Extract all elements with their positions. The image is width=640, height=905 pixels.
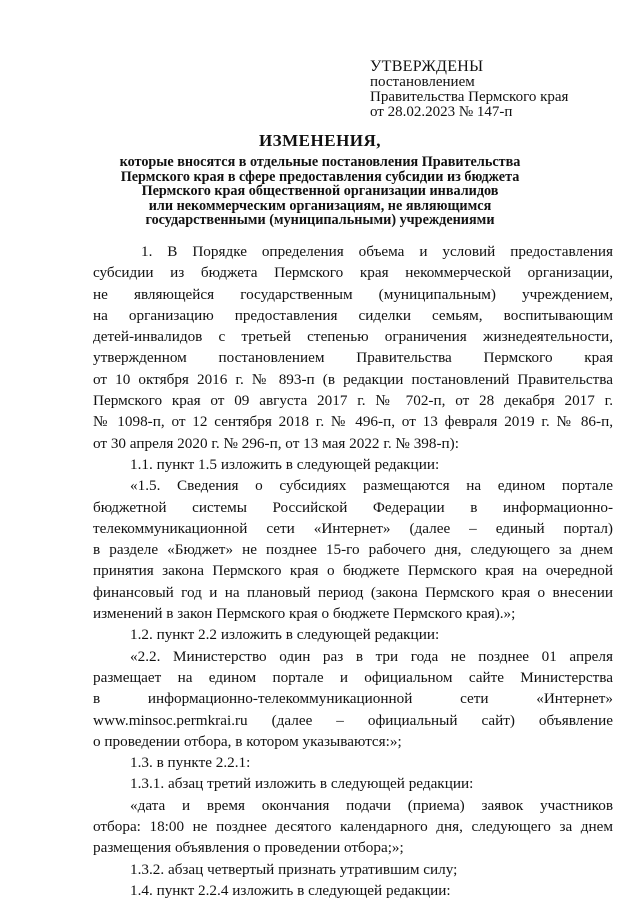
approval-block [370, 58, 610, 120]
body-line: 1.3. в пункте 2.2.1: [130, 754, 251, 772]
document-body [93, 241, 613, 901]
body-line: от 10 октября 2016 г. № 893-п (в редакции постановлений Правительства [93, 370, 613, 388]
body-line: № 1098-п, от 12 сентября 2018 г. № 496-п, от 13 февраля 2019 г. № 86-п, [93, 413, 613, 431]
body-line: утвержденном постановлением Правительства Пермского края [93, 349, 613, 367]
body-line: принятия закона Пермского края о бюджете Пермского края на очередной [93, 562, 613, 580]
body-line: 1.4. пункт 2.2.4 изложить в следующей редакции: [130, 881, 451, 899]
body-line: 1. В Порядке определения объема и условий предоставления [141, 243, 613, 260]
approval-line: постановлением [370, 74, 475, 90]
body-line: субсидии из бюджета Пермского края некоммерческой организации, [93, 264, 613, 282]
heading-subtitle-line: государственными (муниципальными) учреждениями [145, 212, 495, 228]
body-line: 1.1. пункт 1.5 изложить в следующей редакции: [130, 455, 440, 473]
body-line: изменений в закон Пермского края о бюджете Пермского края).»; [93, 605, 516, 623]
body-line: www.minsoc.permkrai.ru (далее – официальный сайт) объявление [93, 711, 613, 729]
body-line: бюджетной системы Российской Федерации в информационно- [93, 498, 613, 516]
body-line: детей-инвалидов с третьей степенью ограничения жизнедеятельности, [93, 328, 613, 346]
body-line: размещает на едином портале и официальном сайте Министерства [93, 668, 613, 686]
body-line: размещения объявления о проведении отбора;»; [93, 839, 404, 857]
body-line: 1.2. пункт 2.2 изложить в следующей редакции: [130, 626, 440, 644]
document-heading [60, 131, 580, 228]
heading-title: ИЗМЕНЕНИЯ, [258, 131, 382, 150]
body-line: на организацию предоставления сиделки семьям, воспитывающим [93, 306, 613, 324]
approval-line: Правительства Пермского края [370, 89, 569, 105]
body-line: от 30 апреля 2020 г. № 296-п, от 13 мая 2022 г. № 398-п): [93, 434, 459, 452]
approval-date: от 28.02.2023 № 147-п [370, 104, 513, 120]
body-line: о проведении отбора, в котором указываются:»; [93, 732, 402, 750]
body-line: «дата и время окончания подачи (приема) заявок участников [130, 796, 613, 814]
body-line: «1.5. Сведения о субсидиях размещаются на едином портале [130, 477, 613, 495]
body-line: 1.3.1. абзац третий изложить в следующей редакции: [130, 775, 474, 793]
body-line: в информационно-телекоммуникационной сети «Интернет» [93, 690, 613, 708]
body-line: 1.3.2. абзац четвертый признать утратившим силу; [130, 860, 458, 878]
heading-subtitle-line: или некоммерческим организациям, не являющимся [148, 197, 492, 214]
body-line: телекоммуникационной сети «Интернет» (далее – единый портал) [93, 519, 613, 537]
heading-subtitle-line: Пермского края общественной организации инвалидов [141, 183, 499, 199]
body-line: в разделе «Бюджет» не позднее 15-го рабочего дня, следующего за днем [93, 541, 613, 559]
body-line: Пермского края от 09 августа 2017 г. № 702-п, от 28 декабря 2017 г. [93, 392, 613, 410]
body-line: финансовый год и на плановый период (закона Пермского края о внесении [93, 583, 613, 601]
body-line: «2.2. Министерство один раз в три года не позднее 01 апреля [130, 647, 613, 665]
approval-title: УТВЕРЖДЕНЫ [370, 58, 484, 75]
body-line: отбора: 18:00 не позднее десятого календарного дня, следующего за днем [93, 818, 613, 836]
heading-subtitle-line: Пермского края в сфере предоставления субсидии из бюджета [120, 168, 520, 185]
heading-subtitle-line: которые вносятся в отдельные постановления Правительства [119, 154, 521, 170]
body-line: не являющейся государственным (муниципальным) учреждением, [93, 285, 613, 303]
